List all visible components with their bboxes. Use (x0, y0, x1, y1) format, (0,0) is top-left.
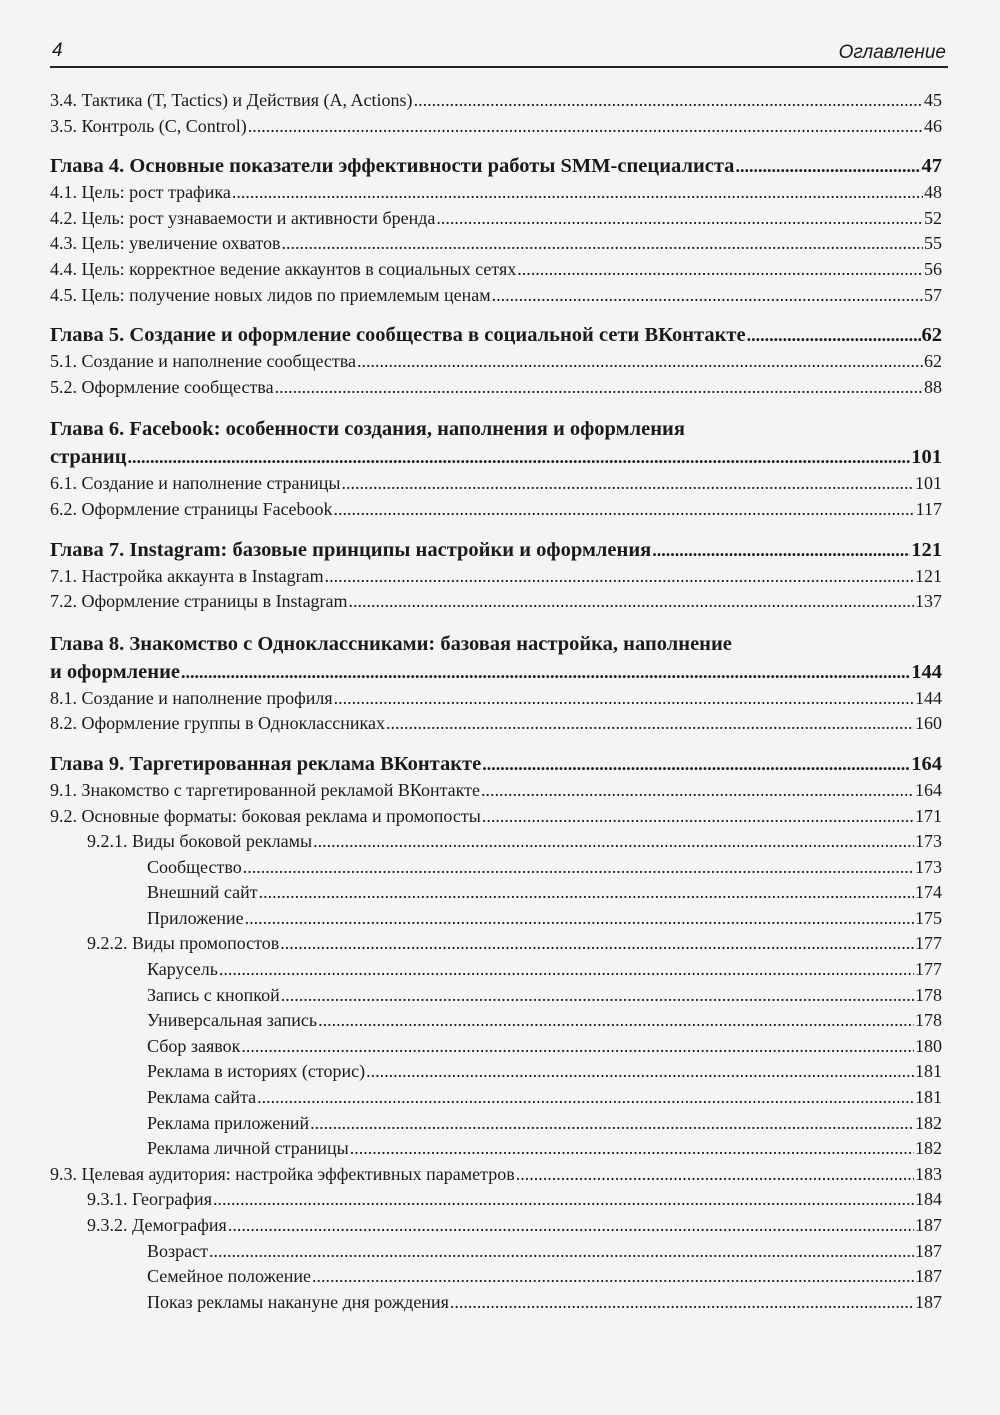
entry-title: Показ рекламы накануне дня рождения (147, 1291, 449, 1312)
subsection-entry[interactable] (50, 1264, 942, 1290)
section-entry[interactable] (50, 231, 942, 257)
entry-page-number: 187 (915, 1240, 942, 1261)
dot-leader (281, 983, 914, 1009)
entry-title: 3.5. Контроль (C, Control) (50, 115, 247, 136)
entry-page-number: 164 (915, 779, 942, 800)
table-of-contents (50, 88, 942, 1315)
dot-leader (312, 1264, 914, 1290)
subsection-entry[interactable] (50, 1085, 942, 1111)
dot-leader (482, 804, 914, 830)
entry-title: 7.2. Оформление страницы в Instagram (50, 591, 348, 612)
dot-leader (228, 1213, 914, 1239)
entry-title: 6.2. Оформление страницы Facebook (50, 498, 333, 519)
dot-leader (349, 589, 914, 615)
subsection-entry[interactable] (50, 957, 942, 983)
dot-leader (232, 180, 923, 206)
entry-page-number: 121 (915, 565, 942, 586)
dot-leader (310, 1111, 914, 1137)
chapter-entry[interactable] (50, 537, 942, 564)
entry-page-number: 62 (921, 324, 942, 347)
entry-page-number: 47 (921, 155, 942, 178)
entry-page-number: 62 (924, 351, 942, 372)
subsection-entry[interactable] (50, 1034, 942, 1060)
entry-page-number: 187 (915, 1215, 942, 1235)
entry-title: Возраст (147, 1240, 208, 1261)
dot-leader (241, 1034, 914, 1060)
chapter-heading (50, 537, 942, 564)
entry-title: Глава 5. Создание и оформление сообщества в социальной сети ВКонтакте (50, 324, 746, 347)
entry-title: 4.3. Цель: увеличение охватов (50, 233, 281, 254)
dot-leader (386, 711, 914, 737)
dot-leader (213, 1187, 914, 1213)
entry-title: 7.1. Настройка аккаунта в Instagram (50, 565, 324, 586)
subsection-entry[interactable] (50, 1290, 942, 1316)
dot-leader (259, 880, 914, 906)
dot-leader (313, 829, 914, 855)
subsection-entry[interactable] (50, 880, 942, 906)
entry-page-number: 101 (915, 473, 942, 494)
entry-page-number: 56 (924, 258, 942, 279)
entry-page-number: 144 (915, 687, 942, 708)
entry-title: Глава 7. Instagram: базовые принципы настройки и оформления (50, 538, 652, 561)
section-entry[interactable] (50, 206, 942, 232)
section-entry[interactable] (50, 564, 942, 590)
entry-title: 9.2. Основные форматы: боковая реклама и промопосты (50, 805, 481, 826)
entry-title: 4.2. Цель: рост узнаваемости и активности бренда (50, 207, 436, 228)
entry-title: 9.2.1. Виды боковой рекламы (87, 831, 313, 852)
dot-leader (245, 906, 914, 932)
chapter-heading (50, 751, 942, 778)
section-entry[interactable] (50, 375, 942, 401)
section-entry[interactable] (50, 686, 942, 712)
dot-leader (209, 1239, 914, 1265)
dot-leader (516, 1162, 914, 1188)
entry-title: 3.4. Тактика (T, Tactics) и Действия (A, Actions) (50, 90, 413, 110)
entry-page-number: 88 (924, 376, 942, 397)
dot-leader (366, 1059, 914, 1085)
dot-leader (248, 114, 923, 140)
chapter-heading (50, 629, 942, 686)
entry-page-number: 45 (924, 90, 942, 110)
page-number: 4 (52, 40, 63, 61)
entry-title: 9.3.1. География (87, 1189, 212, 1210)
section-entry[interactable] (50, 804, 942, 830)
dot-leader (450, 1290, 914, 1316)
subsection-entry[interactable] (50, 1008, 942, 1034)
chapter-entry[interactable] (50, 751, 942, 778)
entry-page-number: 171 (915, 805, 942, 826)
entry-page-number: 183 (915, 1163, 942, 1184)
dot-leader (342, 471, 914, 497)
entry-page-number: 46 (924, 115, 942, 136)
chapter-entry[interactable] (50, 322, 942, 349)
chapter-entry[interactable] (50, 153, 942, 180)
entry-page-number: 182 (915, 1138, 942, 1159)
entry-title: Реклама в историях (сторис) (147, 1061, 366, 1082)
entry-title: 8.1. Создание и наполнение профиля (50, 687, 333, 708)
entry-title: Глава 9. Таргетированная реклама ВКонтакте (50, 752, 482, 775)
subsection-entry[interactable] (50, 1136, 942, 1162)
section-entry[interactable] (50, 471, 942, 497)
dot-leader (350, 1136, 914, 1162)
dot-leader (334, 686, 914, 712)
running-title: Оглавление (838, 42, 946, 63)
dot-leader (747, 322, 921, 349)
dot-leader (275, 375, 923, 401)
chapter-entry[interactable] (50, 444, 942, 471)
dot-leader (325, 564, 914, 590)
section-entry[interactable] (50, 497, 942, 523)
dot-leader (280, 931, 914, 957)
dot-leader (492, 283, 923, 309)
entry-title: 4.1. Цель: рост трафика (50, 182, 231, 203)
section-entry[interactable] (50, 180, 942, 206)
entry-title: Реклама личной страницы (147, 1138, 349, 1159)
chapter-title-line: Глава 6. Facebook: особенности создания, наполнения и оформления (50, 418, 685, 441)
entry-page-number: 175 (915, 907, 942, 928)
entry-title: 6.1. Создание и наполнение страницы (50, 473, 341, 494)
entry-title: 5.2. Оформление сообщества (50, 376, 274, 397)
entry-page-number: 101 (911, 446, 942, 469)
subsection-entry[interactable] (50, 855, 942, 881)
section-entry[interactable] (50, 589, 942, 615)
section-entry[interactable] (50, 349, 942, 375)
entry-page-number: 52 (924, 207, 942, 228)
section-entry[interactable] (50, 778, 942, 804)
entry-page-number: 173 (915, 856, 942, 877)
subsection-entry[interactable] (50, 906, 942, 932)
entry-page-number: 178 (915, 984, 942, 1005)
entry-title: страниц (50, 446, 127, 469)
subsection-entry[interactable] (50, 829, 942, 855)
entry-title: Приложение (147, 907, 244, 928)
toc-entry[interactable] (50, 88, 942, 114)
section-entry[interactable] (50, 1162, 942, 1188)
dot-leader (652, 537, 910, 564)
subsection-entry[interactable] (50, 931, 942, 957)
entry-page-number: 160 (915, 713, 942, 734)
entry-page-number: 177 (915, 933, 942, 954)
entry-title: 9.3. Целевая аудитория: настройка эффективных параметров (50, 1163, 515, 1184)
dot-leader (436, 206, 923, 232)
entry-page-number: 121 (911, 538, 942, 561)
entry-page-number: 174 (915, 882, 942, 903)
entry-title: Реклама приложений (147, 1112, 310, 1133)
entry-title: 9.2.2. Виды промопостов (87, 933, 280, 954)
entry-page-number: 57 (924, 284, 942, 305)
entry-title: Внешний сайт (147, 882, 258, 903)
entry-page-number: 137 (915, 591, 942, 612)
entry-title: Сообщество (147, 856, 242, 877)
entry-page-number: 187 (915, 1291, 942, 1312)
dot-leader (243, 855, 914, 881)
dot-leader (517, 257, 923, 283)
entry-page-number: 184 (915, 1189, 942, 1210)
dot-leader (257, 1085, 914, 1111)
entry-title: Запись с кнопкой (147, 984, 280, 1005)
entry-page-number: 144 (911, 660, 942, 683)
dot-leader (481, 778, 914, 804)
entry-page-number: 187 (915, 1266, 942, 1287)
subsection-entry[interactable] (50, 1213, 942, 1239)
chapter-entry[interactable] (50, 659, 942, 686)
entry-page-number: 180 (915, 1035, 942, 1056)
entry-title: и оформление (50, 660, 180, 683)
section-entry[interactable] (50, 711, 942, 737)
dot-leader (414, 88, 923, 114)
dot-leader (219, 957, 914, 983)
entry-title: 5.1. Создание и наполнение сообщества (50, 351, 357, 372)
entry-title: Реклама сайта (147, 1087, 257, 1108)
entry-title: Глава 4. Основные показатели эффективности работы SMM-специалиста (50, 155, 735, 178)
entry-title: 9.3.2. Демография (87, 1215, 227, 1235)
dot-leader (357, 349, 923, 375)
subsection-entry[interactable] (50, 1059, 942, 1085)
section-entry[interactable] (50, 257, 942, 283)
toc-entry[interactable] (50, 114, 942, 140)
entry-title: 9.1. Знакомство с таргетированной рекламой ВКонтакте (50, 779, 481, 800)
page-header (50, 36, 948, 68)
entry-page-number: 164 (911, 752, 942, 775)
dot-leader (482, 751, 910, 778)
section-entry[interactable] (50, 283, 942, 309)
entry-page-number: 55 (924, 233, 942, 254)
dot-leader (735, 153, 920, 180)
entry-title: 4.4. Цель: корректное ведение аккаунтов в социальных сетях (50, 258, 517, 279)
chapter-heading (50, 153, 942, 180)
entry-title: Семейное положение (147, 1266, 311, 1287)
entry-title: Карусель (147, 959, 218, 980)
dot-leader (318, 1008, 914, 1034)
chapter-heading (50, 414, 942, 471)
entry-page-number: 173 (915, 831, 942, 852)
dot-leader (128, 444, 911, 471)
entry-page-number: 182 (915, 1112, 942, 1133)
subsection-entry[interactable] (50, 1239, 942, 1265)
dot-leader (181, 659, 910, 686)
entry-page-number: 178 (915, 1010, 942, 1031)
subsection-entry[interactable] (50, 1187, 942, 1213)
entry-title: Сбор заявок (147, 1035, 241, 1056)
entry-page-number: 181 (915, 1061, 942, 1082)
subsection-entry[interactable] (50, 983, 942, 1009)
dot-leader (281, 231, 923, 257)
subsection-entry[interactable] (50, 1111, 942, 1137)
entry-page-number: 181 (915, 1087, 942, 1108)
chapter-title-line: Глава 8. Знакомство с Одноклассниками: базовая настройка, наполнение (50, 632, 732, 655)
entry-page-number: 177 (915, 959, 942, 980)
dot-leader (334, 497, 915, 523)
entry-page-number: 48 (924, 182, 942, 203)
chapter-heading (50, 322, 942, 349)
entry-title: 8.2. Оформление группы в Одноклассниках (50, 713, 385, 734)
entry-title: 4.5. Цель: получение новых лидов по приемлемым ценам (50, 284, 491, 305)
entry-title: Универсальная запись (147, 1010, 318, 1031)
entry-page-number: 117 (915, 498, 942, 519)
